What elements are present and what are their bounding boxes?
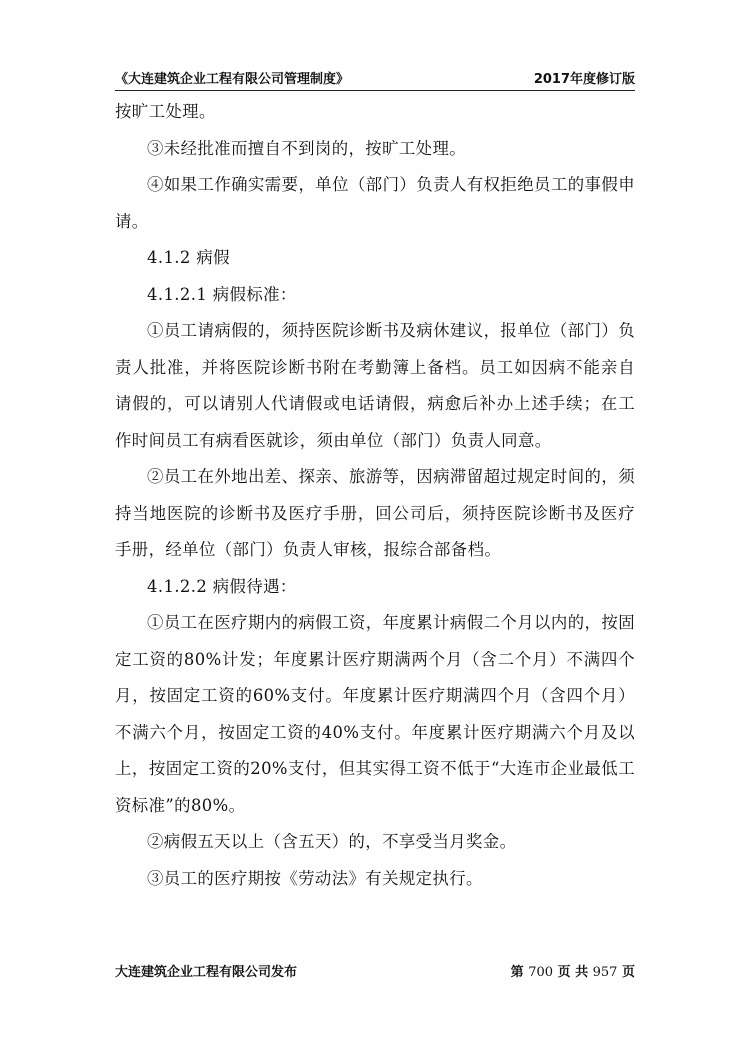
paragraph: ③员工的医疗期按《劳动法》有关规定执行。 [147, 868, 483, 888]
page-total: 957 [592, 965, 618, 980]
page-number [511, 961, 635, 980]
paragraph: ②病假五天以上（含五天）的，不享受当月奖金。 [147, 832, 517, 851]
subsection-heading: 4.1.2.1 病假标准： [147, 284, 297, 304]
document-body [115, 94, 635, 897]
header-edition: 2017年度修订版 [533, 72, 635, 87]
page-footer [115, 961, 635, 981]
paragraph: ③未经批准而擅自不到岗的，按旷工处理。 [147, 138, 467, 158]
paragraph: 按旷工处理。 [115, 102, 216, 121]
paragraph: ④如果工作确实需要，单位（部门）负责人有权拒绝员工的事假申请。 [115, 175, 635, 231]
section-heading: 4.1.2 病假 [147, 248, 230, 267]
page-suffix: 页 [621, 965, 635, 980]
paragraph: ①员工在医疗期内的病假工资，年度累计病假二个月以内的，按固定工资的80%计发；年度累计医疗期满两个月（含二个月）不满四个月，按固定工资的60%支付。年度累计医疗期满四个月（含四个月）不满六个月，按固定工资的40%支付。年度累计医疗期满六个月及以上，按固定工资的20%支付，但其实得工资不低于“大连市企业最低工资标准”的80%。 [115, 613, 635, 815]
page-header [115, 64, 635, 91]
paragraph: ②员工在外地出差、探亲、旅游等，因病滞留超过规定时间的，须持当地医院的诊断书及医疗手册，回公司后，须持医院诊断书及医疗手册，经单位（部门）负责人审核，报综合部备档。 [115, 467, 635, 559]
page-prefix: 第 [510, 965, 524, 980]
paragraph: ①员工请病假的，须持医院诊断书及病休建议，报单位（部门）负责人批准，并将医院诊断书附在考勤簿上备档。员工如因病不能亲自请假的，可以请别人代请假或电话请假，病愈后补办上述手续；在工作时间员工有病看医就诊，须由单位（部门）负责人同意。 [115, 321, 635, 450]
header-title: 《大连建筑企业工程有限公司管理制度》 [115, 72, 350, 87]
subsection-heading: 4.1.2.2 病假待遇： [147, 576, 297, 596]
page-mid: 页 共 [557, 965, 589, 980]
footer-publisher: 大连建筑企业工程有限公司发布 [115, 965, 298, 980]
page-current: 700 [528, 965, 554, 980]
